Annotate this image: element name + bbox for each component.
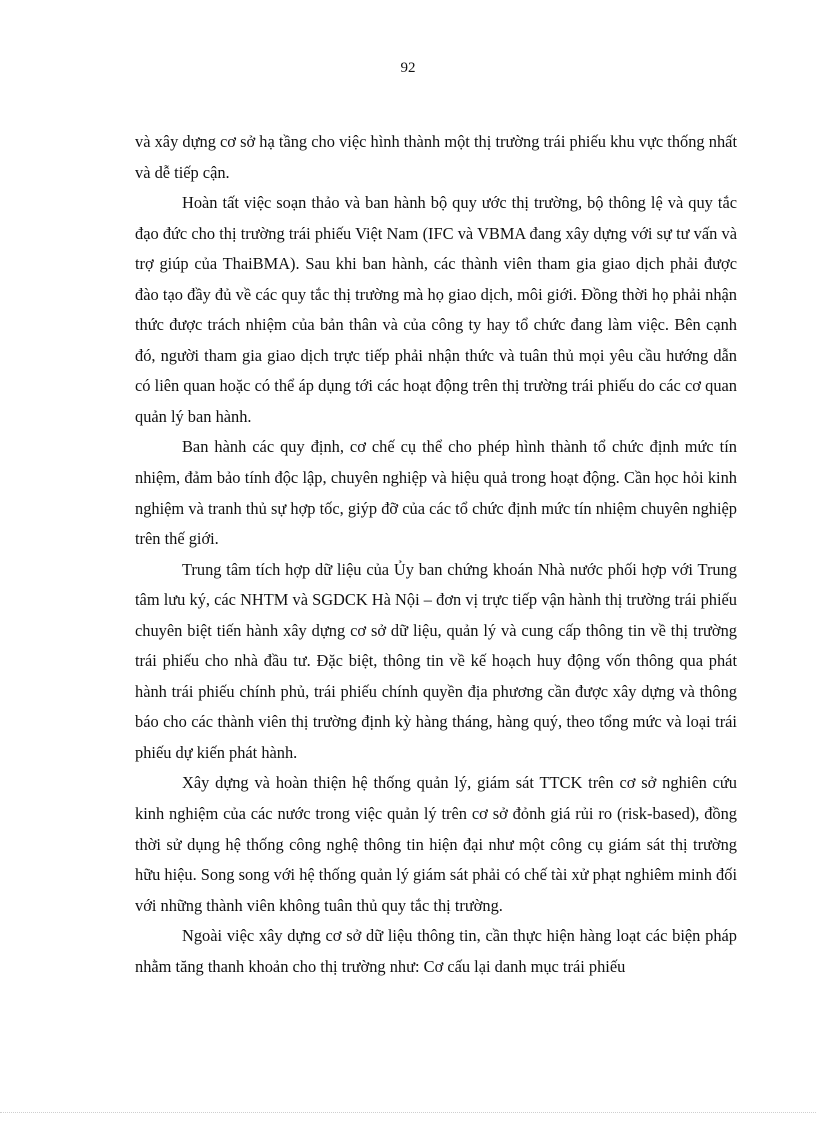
paragraph-credit-rating: Ban hành các quy định, cơ chế cụ thể cho phép hình thành tổ chức định mức tín nhiệm, đảm bảo tính độc lập, chuyên nghiệp và hiệu quả trong hoạt động. Cần học hỏi kinh nghiệm và tranh thủ sự hợp tốc, giýp đỡ của các tổ chức định mức tín nhiệm chuyên nghiệp trên thế giới. (135, 437, 737, 549)
page-bottom-divider (0, 1112, 816, 1113)
paragraph-supervision: Xây dựng và hoàn thiện hệ thống quản lý, giám sát TTCK trên cơ sở nghiên cứu kinh nghiệm của các nước trong việc quản lý trên cơ sở đỏnh giá rủi ro (risk-based), đồng thời sử dụng hệ thống công nghệ thông tin hiện đại như một công cụ giám sát thị trường hữu hiệu. Song song với hệ thống quản lý giám sát phải có chế tài xử phạt nghiêm minh đối với những thành viên không tuân thủ quy tắc thị trường. (135, 773, 737, 915)
paragraph-market-rules: Hoàn tất việc soạn thảo và ban hành bộ quy ước thị trường, bộ thông lệ và quy tắc đạo đức cho thị trường trái phiếu Việt Nam (IFC và VBMA đang xây dựng với sự tư vấn và trợ giúp của ThaiBMA). Sau khi ban hành, các thành viên tham gia giao dịch phải được đào tạo đầy đủ về các quy tắc thị trường mà họ giao dịch, môi giới. Đồng thời họ phải nhận thức được trách nhiệm của bản thân và của công ty hay tổ chức đang làm việc. Bên cạnh đó, người tham gia giao dịch trực tiếp phải nhận thức và tuân thủ mọi yêu cầu hướng dẫn có liên quan hoặc có thể áp dụng tới các hoạt động trên thị trường trái phiếu do các cơ quan quản lý ban hành. (135, 193, 737, 426)
paragraph-data-center: Trung tâm tích hợp dữ liệu của Ủy ban chứng khoán Nhà nước phối hợp với Trung tâm lưu ký, các NHTM và SGDCK Hà Nội – đơn vị trực tiếp vận hành thị trường trái phiếu chuyên biệt tiến hành xây dựng cơ sở dữ liệu, quản lý và cung cấp thông tin về thị trường trái phiếu cho nhà đầu tư. Đặc biệt, thông tin về kế hoạch huy động vốn thông qua phát hành trái phiếu chính phủ, trái phiếu chính quyền địa phương cần được xây dựng và thông báo cho các thành viên thị trường định kỳ hàng tháng, hàng quý, theo tổng mức và loại trái phiếu dự kiến phát hành. (135, 559, 737, 762)
paragraph-continuation: và xây dựng cơ sở hạ tầng cho việc hình thành một thị trường trái phiếu khu vực thống nhất và dễ tiếp cận. (135, 132, 737, 182)
paragraph-liquidity: Ngoài việc xây dựng cơ sở dữ liệu thông tin, cần thực hiện hàng loạt các biện pháp nhằm tăng thanh khoản cho thị trường như: Cơ cấu lại danh mục trái phiếu (135, 926, 737, 976)
page-number: 92 (400, 60, 416, 76)
document-body (135, 127, 737, 982)
